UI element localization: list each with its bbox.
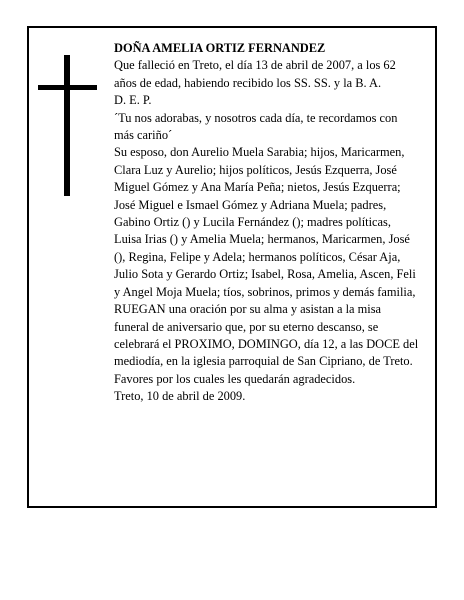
place-and-date: Treto, 10 de abril de 2009. xyxy=(114,389,246,404)
deceased-name: DOÑA AMELIA ORTIZ FERNANDEZ xyxy=(114,41,326,55)
cross-vertical-bar xyxy=(64,55,70,196)
family-members-text: Su esposo, don Aurelio Muela Sarabia; hijos, Maricarmen, Clara Luz y Aurelio; hijos políticos, Jesús Ezquerra, José Miguel Gómez y Ana María Peña; nietos, Jesús Ezquerra; José Miguel e Ismael Gómez y Adriana Muela; padres, Gabino Ortiz () y Lucila Fernández (); madres políticas, Luisa Irias () y Amelia Muela; hermanos, Maricarmen, José (), Regina, Felipe y Adela; hermanos políticos, César Aja, Julio Sota y Gerardo Ortiz; Isabel, Rosa, Amelia, Ascen, Feli y Angel Moja Muela; tíos, sobrinos, primos y demás familia, xyxy=(114,145,416,299)
cross-horizontal-bar xyxy=(38,85,97,90)
rest-in-peace-text: D. E. P. xyxy=(114,93,152,108)
death-information: Que falleció en Treto, el día 13 de abril de 2007, a los 62 años de edad, habiendo recibido los SS. SS. y la B. A. xyxy=(114,58,396,90)
memorial-quote: ´Tu nos adorabas, y nosotros cada día, te recordamos con más cariño´ xyxy=(114,110,398,143)
mass-request-text: RUEGAN una oración por su alma y asistan a la misa funeral de aniversario que, por su eterno descanso, se celebrará el PROXIMO, DOMINGO, día 12, a las DOCE del mediodía, en la iglesia parroquial de San Cipriano, de Treto. Favores por los cuales les quedarán agradecidos. xyxy=(114,302,419,386)
obituary-text-block xyxy=(114,40,419,406)
cross-icon xyxy=(38,55,97,196)
